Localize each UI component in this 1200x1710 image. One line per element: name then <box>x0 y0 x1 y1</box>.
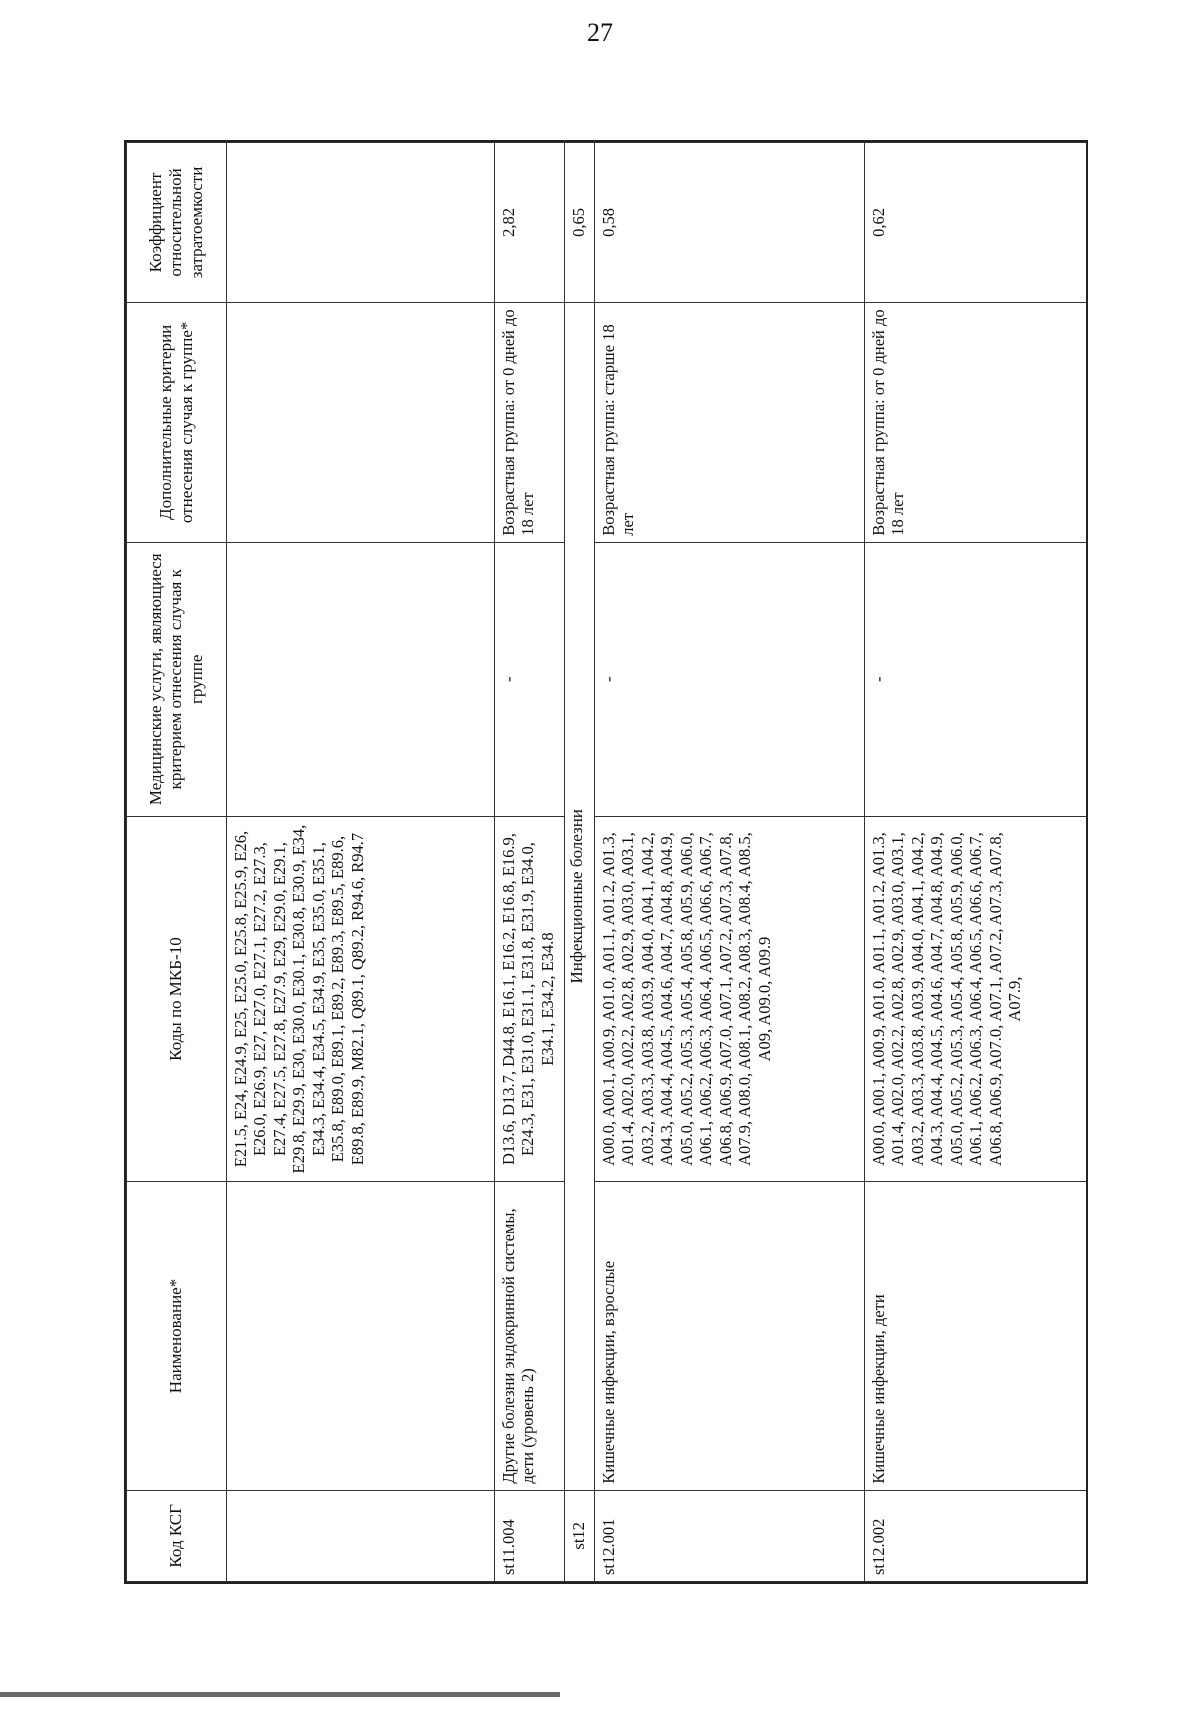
cell-icd-codes: A00.0, A00.1, A00.9, A01.0, A01.1, A01.2, A01.3, A01.4, A02.0, A02.2, A02.8, A02.9, A03.0, A03.1, A03.2, A03.3, A03.8, A03.9, A04.0, A04.1, A04.2, A04.3, A04.4, A04.5, A04.6, A04.7, A04.8, A04.9, A05.0, A05.2, A05.3, A05.4, A05.8, A05.9, A06.0, A06.1, A06.2, A06.3, A06.4, A06.5, A06.6, A06.7, A06.8, A06.9, A07.0, A07.1, A07.2, A07.3, A07.8, A07.9, A08.0, A08.1, A08.2, A08.3, A08.4, A08.5, A09, A09.0, A09.9 <box>595 816 865 1181</box>
table-row <box>227 143 495 1582</box>
header-services: Медицинские услуги, являющиеся критерием отнесения случая к группе <box>127 542 227 816</box>
header-icd-codes: Коды по МКБ-10 <box>127 816 227 1181</box>
cell-criteria: Возрастная группа: старше 18 лет <box>595 302 865 542</box>
header-name: Наименование* <box>127 1182 227 1490</box>
section-code: st12 <box>565 1490 595 1581</box>
cell-criteria: Возрастная группа: от 0 дней до 18 лет <box>865 302 1087 542</box>
table-row <box>595 143 865 1582</box>
cell-criteria: Возрастная группа: от 0 дней до 18 лет <box>495 302 565 542</box>
section-row <box>565 143 595 1582</box>
section-title: Инфекционные болезни <box>565 302 595 1490</box>
cell-name <box>227 1182 495 1490</box>
section-coefficient: 0,65 <box>565 143 595 303</box>
cell-coefficient: 0,58 <box>595 143 865 303</box>
rotated-table-wrapper <box>126 142 1086 1582</box>
cell-coefficient: 2,82 <box>495 143 565 303</box>
table-row <box>495 143 565 1582</box>
cell-services: - <box>595 542 865 816</box>
cell-services <box>227 542 495 816</box>
cell-ksg-code <box>227 1490 495 1581</box>
header-coefficient: Коэффициент относительной затратоемкости <box>127 143 227 303</box>
header-criteria: Дополнительные критерии отнесения случая к группе* <box>127 302 227 542</box>
cell-services: - <box>495 542 565 816</box>
cell-icd-codes: E21.5, E24, E24.9, E25, E25.0, E25.8, E25.9, E26, E26.0, E26.9, E27, E27.0, E27.1, E27.2, E27.3, E27.4, E27.5, E27.8, E27.9, E29, E29.0, E29.1, E29.8, E29.9, E30, E30.0, E30.1, E30.8, E30.9, E34, E34.3, E34.4, E34.5, E34.9, E35, E35.0, E35.1, E35.8, E89.0, E89.1, E89.2, E89.3, E89.5, E89.6, E89.8, E89.9, M82.1, Q89.1, Q89.2, R94.6, R94.7 <box>227 816 495 1181</box>
cell-services: - <box>865 542 1087 816</box>
cell-ksg-code: st11.004 <box>495 1490 565 1581</box>
ksg-table-frame <box>124 140 1088 1584</box>
cell-criteria <box>227 302 495 542</box>
page-number: 27 <box>587 18 613 47</box>
cell-name: Другие болезни эндокринной системы, дети (уровень 2) <box>495 1182 565 1490</box>
header-ksg-code: Код КСГ <box>127 1490 227 1581</box>
cell-icd-codes: A00.0, A00.1, A00.9, A01.0, A01.1, A01.2, A01.3, A01.4, A02.0, A02.2, A02.8, A02.9, A03.0, A03.1, A03.2, A03.3, A03.8, A03.9, A04.0, A04.1, A04.2, A04.3, A04.4, A04.5, A04.6, A04.7, A04.8, A04.9, A05.0, A05.2, A05.3, A05.4, A05.8, A05.9, A06.0, A06.1, A06.2, A06.3, A06.4, A06.5, A06.6, A06.7, A06.8, A06.9, A07.0, A07.1, A07.2, A07.3, A07.8, A07.9, <box>865 816 1087 1181</box>
cell-ksg-code: st12.001 <box>595 1490 865 1581</box>
cell-icd-codes: D13.6, D13.7, D44.8, E16.1, E16.2, E16.8, E16.9, E24.3, E31, E31.0, E31.1, E31.8, E31.9, E34.0, E34.1, E34.2, E34.8 <box>495 816 565 1181</box>
ksg-table <box>126 142 1087 1582</box>
scan-edge-mark <box>0 1692 560 1697</box>
cell-name: Кишечные инфекции, взрослые <box>595 1182 865 1490</box>
cell-name: Кишечные инфекции, дети <box>865 1182 1087 1490</box>
table-row <box>865 143 1087 1582</box>
table-header-row <box>127 143 227 1582</box>
cell-coefficient: 0,62 <box>865 143 1087 303</box>
cell-ksg-code: st12.002 <box>865 1490 1087 1581</box>
cell-coefficient <box>227 143 495 303</box>
